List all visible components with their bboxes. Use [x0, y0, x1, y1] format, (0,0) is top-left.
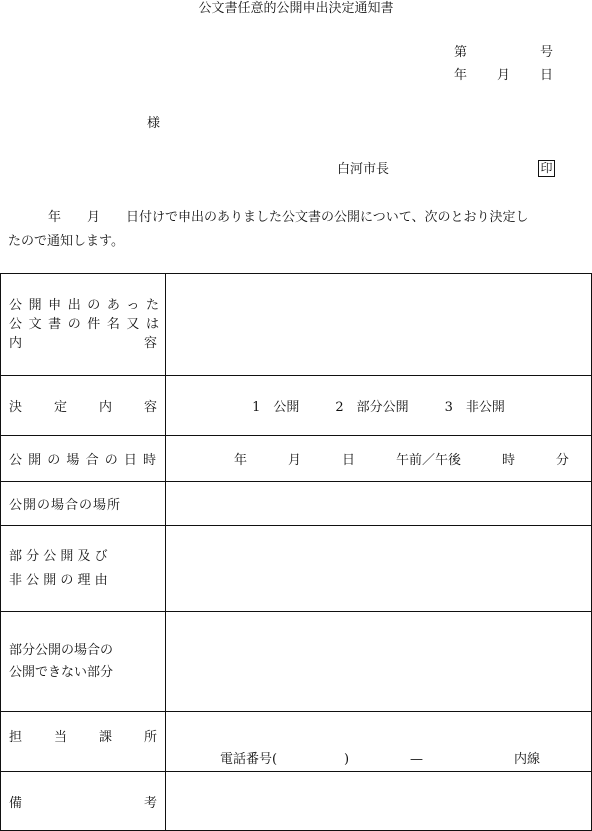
table-row [1, 712, 592, 772]
table-row [1, 526, 592, 612]
tel-label: 電話番号( [220, 752, 278, 767]
issuer-name: 白河市長 [337, 162, 390, 177]
notice-body-line1: 年 月 日付けで申出のありました公文書の公開について、次のとおり決定し [48, 210, 529, 225]
label-line: 内 [9, 336, 23, 351]
label-line: 容 [143, 336, 157, 351]
option-partial[interactable]: 2 部分公開 [335, 400, 409, 415]
table-row [1, 612, 592, 712]
decision-options [166, 376, 592, 436]
table-row [1, 436, 592, 482]
label-department: 担 当 課 所 [1, 712, 166, 772]
recipient-suffix: 様 [147, 116, 161, 131]
label-nondisclosed-part: 部分公開の場合の 公開できない部分 [1, 612, 166, 712]
label-line: 公 開 申 出 の あ っ た [9, 298, 159, 313]
decision-table [0, 273, 592, 831]
notice-body [8, 206, 588, 254]
table-row [1, 772, 592, 831]
department-field[interactable] [166, 712, 592, 772]
nondisclosed-part-field[interactable] [166, 612, 592, 712]
seal-stamp: 印 [538, 160, 555, 177]
option-nondisclose[interactable]: 3 非公開 [444, 400, 505, 415]
disclosure-place-field[interactable] [166, 482, 592, 526]
disclosure-datetime-field[interactable]: 年 月 日 午前／午後 時 分 [166, 436, 592, 482]
tel-close: ) [344, 752, 350, 767]
notice-body-line2: たので通知します。 [8, 234, 124, 249]
label-disclosure-place: 公開の場合の場所 [1, 482, 166, 526]
number-go: 号 [540, 45, 554, 60]
reason-field[interactable] [166, 526, 592, 612]
number-dai: 第 [454, 45, 468, 60]
label-line: 公 文 書 の 件 名 又 は [9, 317, 159, 332]
remarks-field[interactable] [166, 772, 592, 831]
tel-dash: — [410, 752, 423, 767]
table-row [1, 482, 592, 526]
option-disclose[interactable]: 1 公開 [252, 400, 300, 415]
date-nen: 年 [454, 68, 468, 83]
table-row [1, 376, 592, 436]
label-decision: 決 定 内 容 [1, 376, 166, 436]
extension-label: 内線 [514, 752, 541, 767]
label-remarks: 備 考 [1, 772, 166, 831]
label-disclosure-datetime: 公 開 の 場 合 の 日 時 [1, 436, 166, 482]
label-reason: 部 分 公 開 及 び 非 公 開 の 理 由 [1, 526, 166, 612]
table-row [1, 274, 592, 376]
document-subject-field[interactable] [166, 274, 592, 376]
date-tsuki: 月 [497, 68, 511, 83]
document-title: 公文書任意的公開申出決定通知書 [198, 1, 394, 16]
label-document-subject [1, 274, 166, 376]
date-hi: 日 [540, 68, 554, 83]
